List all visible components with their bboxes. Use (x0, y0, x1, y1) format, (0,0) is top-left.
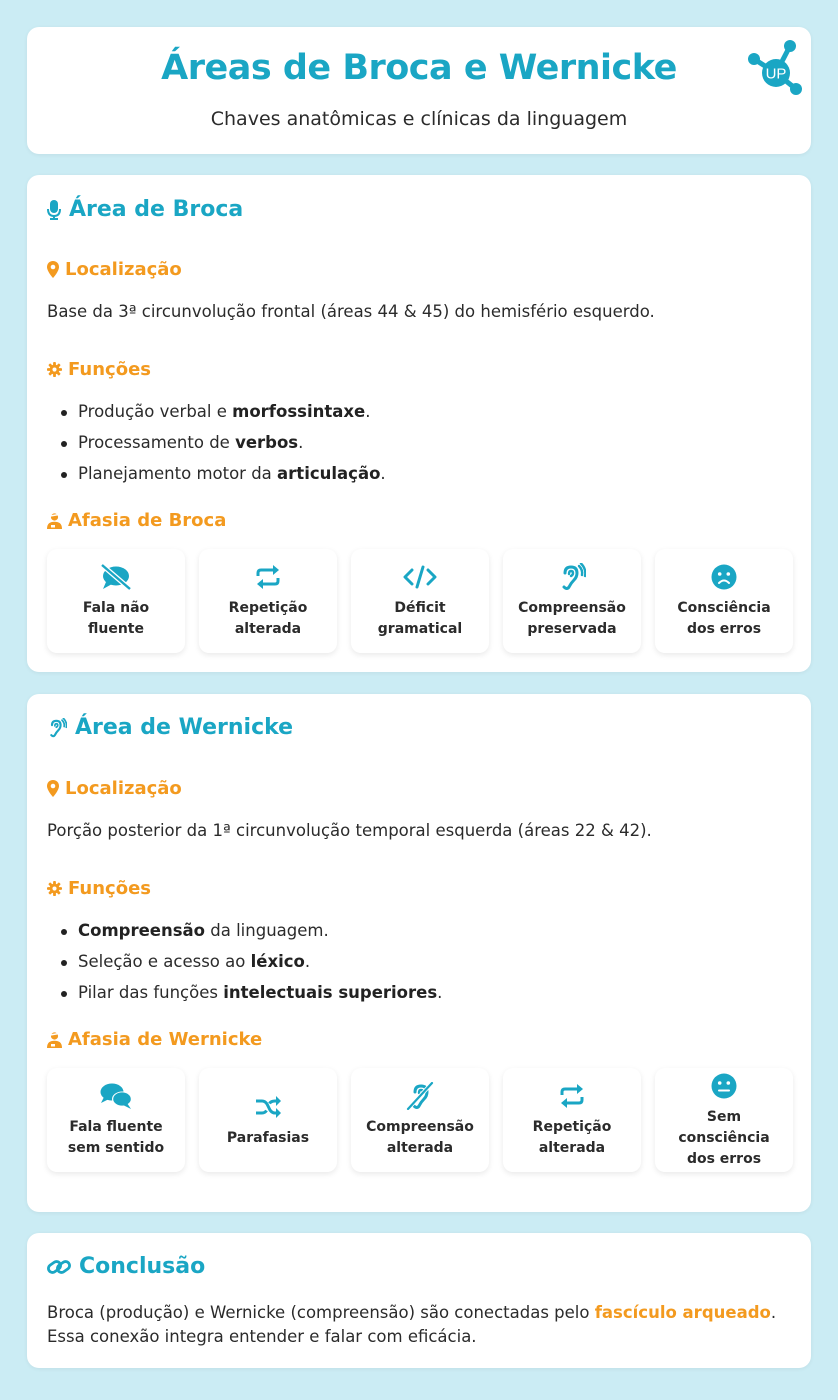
broca-symptom-tiles (47, 549, 793, 653)
list-item: Pilar das funções intelectuais superiores. (78, 981, 442, 1012)
microphone-icon (47, 200, 61, 220)
link-icon (47, 1257, 71, 1277)
wernicke-location-text: Porção posterior da 1ª circunvolução temporal esquerda (áreas 22 & 42). (47, 821, 652, 840)
tile-fala-fluente-sem-sentido: Fala fluente sem sentido (47, 1068, 185, 1172)
broca-aphasia-title: Afasia de Broca (47, 510, 226, 531)
list-item: Seleção e acesso ao léxico. (78, 950, 442, 981)
map-marker-icon (47, 261, 59, 278)
broca-title-text: Área de Broca (69, 197, 244, 222)
comment-slash-icon (99, 562, 133, 592)
deaf-icon (403, 1081, 437, 1111)
map-marker-icon (47, 780, 59, 797)
broca-title (47, 197, 243, 222)
list-item: Planejamento motor da articulação. (78, 462, 386, 493)
user-injured-icon (47, 1032, 62, 1048)
wernicke-location-title: Localização (47, 778, 182, 799)
conclusion-title: Conclusão (47, 1254, 205, 1279)
tile-parafasias: Parafasias (199, 1068, 337, 1172)
repeat-icon (251, 562, 285, 592)
wernicke-card (27, 694, 811, 1212)
svg-text:UP: UP (765, 65, 787, 83)
tile-fala-nao-fluente: Fala não fluente (47, 549, 185, 653)
shuffle-icon (251, 1092, 285, 1122)
broca-functions-title: Funções (47, 359, 151, 380)
wernicke-symptom-tiles (47, 1068, 793, 1172)
user-injured-icon (47, 513, 62, 529)
tile-sem-consciencia-dos-erros: Sem consciência dos erros (655, 1068, 793, 1172)
tile-repeticao-alterada: Repetição alterada (503, 1068, 641, 1172)
code-icon (403, 562, 437, 592)
wernicke-functions-list (78, 919, 442, 1012)
header-card (27, 27, 811, 154)
ear-listen-icon (47, 718, 67, 738)
comments-icon (99, 1081, 133, 1111)
wernicke-aphasia-title: Afasia de Wernicke (47, 1029, 262, 1050)
tile-compreensao-preservada: Compreensão preservada (503, 549, 641, 653)
ear-listen-icon (555, 562, 589, 592)
wernicke-title (47, 715, 293, 740)
tile-compreensao-alterada: Compreensão alterada (351, 1068, 489, 1172)
broca-location-text: Base da 3ª circunvolução frontal (áreas 44 & 45) do hemisfério esquerdo. (47, 302, 655, 321)
wernicke-title-text: Área de Wernicke (75, 715, 294, 740)
list-item: Processamento de verbos. (78, 431, 386, 462)
gear-icon (47, 362, 62, 377)
repeat-icon (555, 1081, 589, 1111)
wernicke-functions-title: Funções (47, 878, 151, 899)
page-subtitle: Chaves anatômicas e clínicas da linguagem (210, 108, 628, 130)
broca-card (27, 175, 811, 672)
tile-consciencia-dos-erros: Consciência dos erros (655, 549, 793, 653)
list-item: Produção verbal e morfossintaxe. (78, 400, 386, 431)
frown-icon (707, 562, 741, 592)
broca-location-title: Localização (47, 259, 182, 280)
up-logo (742, 33, 806, 97)
page-title: Áreas de Broca e Wernicke (161, 48, 677, 88)
fasciculo-arqueado-highlight: fascículo arqueado (594, 1303, 771, 1322)
broca-functions-list (78, 400, 386, 493)
tile-repeticao-alterada: Repetição alterada (199, 549, 337, 653)
conclusion-text: Broca (produção) e Wernicke (compreensão) são conectadas pelo fascículo arqueado. Essa conexão integra entender e falar com eficácia. (47, 1303, 777, 1346)
meh-icon (707, 1071, 741, 1101)
gear-icon (47, 881, 62, 896)
list-item: Compreensão da linguagem. (78, 919, 442, 950)
conclusion-card (27, 1233, 811, 1368)
tile-deficit-gramatical: Déficit gramatical (351, 549, 489, 653)
